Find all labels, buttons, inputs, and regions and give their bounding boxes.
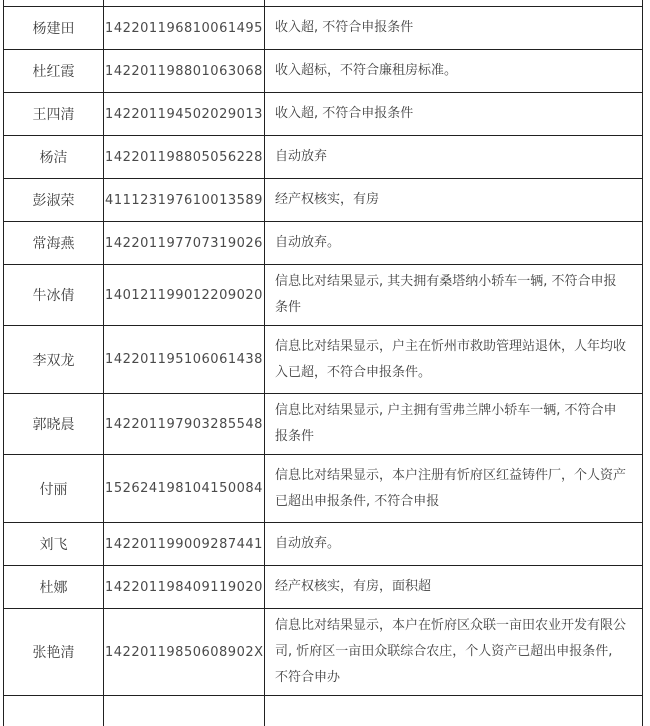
id-number-cell: 142201194502029013 — [104, 93, 265, 136]
clipped-empty-cell — [4, 696, 104, 726]
id-number-cell: 142201198805056228 — [104, 136, 265, 179]
name-cell: 刘飞 — [4, 523, 104, 566]
name-cell: 常海燕 — [4, 222, 104, 265]
remark-cell: 信息比对结果显示，本户注册有忻府区红益铸件厂，个人资产已超出申报条件, 不符合申报 — [265, 455, 643, 523]
remark-cell: 收入超, 不符合申报条件 — [265, 93, 643, 136]
table-row — [4, 50, 643, 93]
eligibility-review-table — [3, 0, 643, 726]
remark-cell: 自动放弃。 — [265, 523, 643, 566]
remark-cell: 收入超标，不符合廉租房标准。 — [265, 50, 643, 93]
table-row — [4, 326, 643, 394]
name-cell: 彭淑荣 — [4, 179, 104, 222]
id-number-cell: 152624198104150084 — [104, 455, 265, 523]
clipped-empty-cell — [104, 696, 265, 726]
remark-cell: 信息比对结果显示，本户在忻府区众联一亩田农业开发有限公司, 忻府区一亩田众联综合农庄，个人资产已超出申报条件, 不符合申办 — [265, 609, 643, 696]
table-row — [4, 179, 643, 222]
id-number-cell: 14220119850608902X — [104, 609, 265, 696]
id-number-cell: 142201197707319026 — [104, 222, 265, 265]
name-cell: 王四清 — [4, 93, 104, 136]
id-number-cell: 142201197903285548 — [104, 394, 265, 455]
remark-cell: 自动放弃 — [265, 136, 643, 179]
table-row — [4, 455, 643, 523]
name-cell: 李双龙 — [4, 326, 104, 394]
clipped-empty-cell — [265, 696, 643, 726]
id-number-cell: 411123197610013589 — [104, 179, 265, 222]
table-row — [4, 222, 643, 265]
id-number-cell: 142201196810061495 — [104, 7, 265, 50]
table-row — [4, 523, 643, 566]
name-cell: 杨建田 — [4, 7, 104, 50]
name-cell: 郭晓晨 — [4, 394, 104, 455]
remark-cell: 经产权核实，有房 — [265, 179, 643, 222]
table-row — [4, 394, 643, 455]
id-number-cell: 142201198801063068 — [104, 50, 265, 93]
remark-cell: 信息比对结果显示, 户主拥有雪弗兰牌小轿车一辆, 不符合申报条件 — [265, 394, 643, 455]
table-row — [4, 265, 643, 326]
remark-cell: 自动放弃。 — [265, 222, 643, 265]
id-number-cell: 142201198409119020 — [104, 566, 265, 609]
name-cell: 牛冰倩 — [4, 265, 104, 326]
name-cell: 付丽 — [4, 455, 104, 523]
table-row — [4, 136, 643, 179]
name-cell: 杨洁 — [4, 136, 104, 179]
clipped-row-bottom — [4, 696, 643, 726]
name-cell: 张艳清 — [4, 609, 104, 696]
table-row — [4, 566, 643, 609]
id-number-cell: 140121199012209020 — [104, 265, 265, 326]
table-row — [4, 93, 643, 136]
remark-cell: 收入超, 不符合申报条件 — [265, 7, 643, 50]
id-number-cell: 142201199009287441 — [104, 523, 265, 566]
table-row — [4, 7, 643, 50]
id-number-cell: 142201195106061438 — [104, 326, 265, 394]
name-cell: 杜红霞 — [4, 50, 104, 93]
remark-cell: 经产权核实，有房，面积超 — [265, 566, 643, 609]
table-body — [4, 0, 643, 726]
table-row — [4, 609, 643, 696]
remark-cell: 信息比对结果显示, 其夫拥有桑塔纳小轿车一辆, 不符合申报条件 — [265, 265, 643, 326]
name-cell: 杜娜 — [4, 566, 104, 609]
remark-cell: 信息比对结果显示，户主在忻州市救助管理站退休，人年均收入已超，不符合申报条件。 — [265, 326, 643, 394]
